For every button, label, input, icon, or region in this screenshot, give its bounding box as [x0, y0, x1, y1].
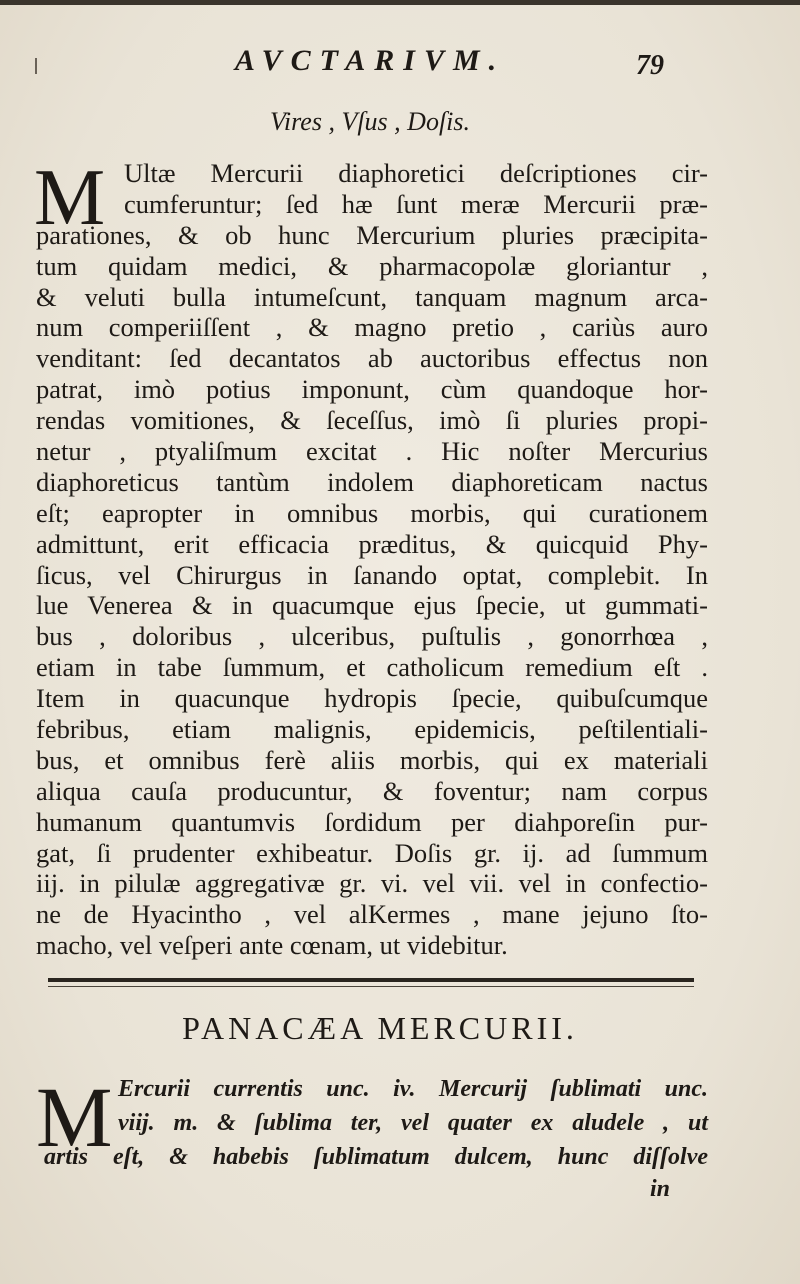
text-line: & veluti bulla intumeſcunt, tanquam magnum arca-: [36, 281, 708, 312]
subheading: Vires , Vſus , Doſis.: [269, 107, 471, 136]
text-line: admittunt, erit efficacia præditus, & quicquid Phy-: [36, 528, 708, 559]
text-line: num comperiiſſent , & magno pretio , cariùs auro: [36, 312, 708, 343]
catchword: in: [650, 1176, 671, 1202]
margin-mark: [35, 58, 37, 74]
text-line: febribus, etiam malignis, epidemicis, peſtilentiali-: [36, 714, 708, 745]
text-line: parationes, & ob hunc Mercurium pluries præcipita-: [36, 219, 708, 250]
text-line: diaphoreticus tantùm indolem diaphoreticam nactus: [36, 466, 708, 497]
section-divider: [48, 978, 694, 982]
drop-cap: M: [34, 154, 106, 242]
text-line: bus, et omnibus ferè aliis morbis, qui ex materiali: [36, 744, 708, 775]
text-line: tum quidam medici, & pharmacopolæ gloriantur ,: [36, 250, 708, 281]
page-top-edge: [0, 0, 800, 5]
text-line: Ultæ Mercurii diaphoretici deſcriptiones cir-: [124, 158, 708, 188]
section-title: PANACÆA MERCURII.: [182, 1010, 578, 1046]
text-line: iij. in pilulæ aggregativæ gr. vi. vel vii. vel in confectio-: [36, 868, 708, 899]
body-paragraph: [34, 154, 708, 961]
text-line: ſicus, vel Chirurgus in ſanando optat, complebit. In: [36, 559, 708, 590]
running-title: AVCTARIVM.: [234, 44, 506, 77]
recipe-paragraph: [44, 1072, 708, 1174]
text-line: eſt; eapropter in omnibus morbis, qui curationem: [36, 497, 708, 528]
text-line: artis eſt, & habebis ſublimatum dulcem, hunc diſſolve: [44, 1144, 708, 1170]
text-line: macho, vel veſperi ante cœnam, ut videbitur.: [36, 930, 508, 961]
text-line: aliqua cauſa producuntur, & foventur; nam corpus: [36, 775, 708, 806]
drop-cap: M: [36, 1069, 113, 1165]
text-line: Ercurii currentis unc. iv. Mercurij ſublimati unc.: [118, 1076, 708, 1102]
section-divider-thin: [48, 986, 694, 987]
text-line: patrat, imò potius imponunt, cùm quandoque hor-: [36, 374, 708, 405]
text-line: venditant: ſed decantatos ab auctoribus effectus non: [36, 343, 708, 374]
text-line: ne de Hyacintho , vel alKermes , mane jejuno ſto-: [36, 899, 708, 930]
page-number: 79: [636, 50, 664, 81]
text-line: Item in quacunque hydropis ſpecie, quibuſcumque: [36, 683, 708, 714]
text-line: netur , ptyaliſmum excitat . Hic noſter Mercurius: [36, 436, 708, 467]
text-line: etiam in tabe ſummum, et catholicum remedium eſt .: [36, 652, 708, 683]
text-line: gat, ſi prudenter exhibeatur. Doſis gr. ij. ad ſummum: [36, 837, 708, 868]
text-line: lue Venerea & in quacumque ejus ſpecie, ut gummati-: [36, 590, 708, 621]
text-line: viij. m. & ſublima ter, vel quater ex aludele , ut: [118, 1110, 708, 1136]
text-line: humanum quantumvis ſordidum per diahporeſin pur-: [36, 806, 708, 837]
text-line: bus , doloribus , ulceribus, puſtulis , gonorrhœa ,: [36, 621, 708, 652]
text-line: rendas vomitiones, & ſeceſſus, imò ſi pluries propi-: [36, 405, 708, 436]
text-line: cumferuntur; ſed hæ ſunt meræ Mercurii præ-: [124, 188, 708, 219]
